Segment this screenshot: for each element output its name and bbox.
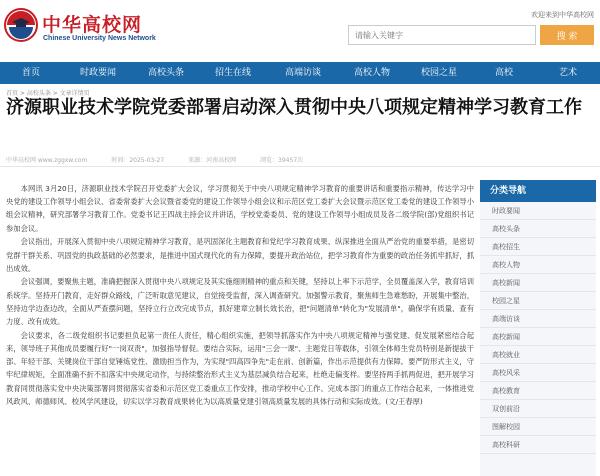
sidebar-item[interactable]: 高校新闻 [480,274,596,292]
sidebar-item[interactable]: 校园之星 [480,292,596,310]
sidebar-item[interactable]: 双创前沿 [480,400,596,418]
sidebar-item[interactable]: 高校人物 [480,256,596,274]
article-views: 浏览：39457次 [260,157,304,164]
nav-item-campus-stars[interactable]: 校园之星 [420,68,457,78]
site-header [0,0,600,58]
nav-item-universities[interactable]: 高校 [494,68,513,78]
nav-item-headlines[interactable]: 高校头条 [147,68,184,78]
article-meta [6,155,596,164]
sidebar-item[interactable]: 高校招生 [480,238,596,256]
sidebar-item[interactable]: 高校教育 [480,382,596,400]
article-origin: 来源：河南高校网 [188,157,237,164]
nav-item-politics[interactable]: 时政要闻 [79,68,116,78]
graduation-cap-logo-icon[interactable] [4,8,38,42]
sidebar-item[interactable]: 高端访谈 [480,310,596,328]
article-paragraph: 会议强调，要聚焦主题，准确把握深入贯彻中央八项规定及其实施细则精神的重点和关键，坚持以上率下示范学，全员覆盖深入学，教育培训系统学。坚持开门教育，走好群众路线，广泛听取意见建议，自觉接受监督，深入调查研究。加强警示教育，聚焦师生急难愁盼，开展集中整治，坚持边学边查边改，全面从严查摆问题，坚持立行立改完成节点，抓好建章立制长效长治，把"问题清单"转化为"发展清单"，确保学有质量、查有力度、改有成效。 [6,277,474,327]
sidebar-item[interactable]: 图解校园 [480,418,596,436]
sidebar-item[interactable]: 高校就业 [480,346,596,364]
search-button[interactable]: 搜 索 [540,25,594,45]
sidebar-item[interactable]: 高校头条 [480,220,596,238]
article-paragraph: 会议要求，各二级党组织书记要担负起第一责任人责任，精心组织实施，把领导抓落实作为中央八项规定精神与强党建、促发展紧密结合起来，领导班子其他成员要履行好"一岗双责"，加强指导督促。要结合实际，运用"三会一课"、主题党日等载体，引领全体师生党员特别是新提拔干部、年轻干部、关键岗位干部自觉锤炼党性、激励担当作为，为实现"四高四争先"走在前、创新篇，作出示范提供有力保障。要严防形式主义，守牢纪律规矩，全面准确不折不扣落实中央规定动作，与持续整治形式主义为基层减负结合起来，杜绝走偏变样。要坚持两手抓两促进，把开展学习教育同贯彻落实党中央决策部署同贯彻落实省委和示范区党工委重点工作安排，推动学校中心工作、完成本部门的重点工作结合起来，一体推进党风政风、师德师风、校风学风建设，切实以学习教育成果转化为以高质量党建引领高质量发展的具体行动和实际成效。(文/王春厚) [6,330,474,406]
sidebar-item[interactable]: 高校风采 [480,364,596,382]
site-logo-text[interactable]: 中华高校网 [42,14,143,36]
breadcrumb[interactable]: 首页 > 高校头条 > 文章详情页 [6,90,90,97]
article-date: 时间：2025-03-27 [111,157,165,164]
category-sidebar [480,180,596,476]
sidebar-item[interactable]: 高校新闻 [480,328,596,346]
article-source: 中华高校网 www.zggxw.com [6,157,88,164]
nav-item-admissions[interactable]: 招生在线 [214,68,251,78]
sidebar-item[interactable]: 高校科研 [480,436,596,454]
nav-item-people[interactable]: 高校人物 [353,68,390,78]
main-nav [0,62,600,84]
article-paragraph: 会议指出，开展深入贯彻中央八项规定精神学习教育，是巩固深化主题教育和党纪学习教育成果、纵深推进全面从严治党的重要举措，是密切党群干群关系、巩固党的执政基础的必然要求，是推进中国式现代化的有力保障，要提升政治站位，把学习教育作为重要的政治任务抓牢抓好，抓出成效。 [6,237,474,273]
sidebar-item[interactable]: 时政要闻 [480,202,596,220]
article-title: 济源职业技术学院党委部署启动深入贯彻中央八项规定精神学习教育工作 [6,97,582,118]
nav-item-arts[interactable]: 艺术 [558,68,577,78]
nav-item-interviews[interactable]: 高端访谈 [284,68,321,78]
sidebar-heading: 分类导航 [480,180,596,202]
article-paragraph: 本网讯 3月20日，济源职业技术学院召开党委扩大会议，学习贯彻关于中央八项规定精神学习教育的重要讲话和重要指示精神，传达学习中央党的建设工作领导小组会议、省委常委扩大会议暨省委党的建设工作领导小组会议和示范区党工委扩大会议暨示范区党工委党的建设工作领导小组会议精神，研究部署学习教育工作。党委书记王四战主持会议并讲话，学校党委委员、党的建设工作领导小组成员及各二级学院(部)党组织书记参加会议。 [6,184,474,233]
site-logo-subtitle: Chinese University News Network [43,35,156,42]
nav-item-home[interactable]: 首页 [21,68,40,78]
article-body [6,182,474,476]
search-input[interactable] [348,25,536,45]
divider [0,166,600,167]
welcome-text: 欢迎来到中华高校网 [531,11,594,19]
